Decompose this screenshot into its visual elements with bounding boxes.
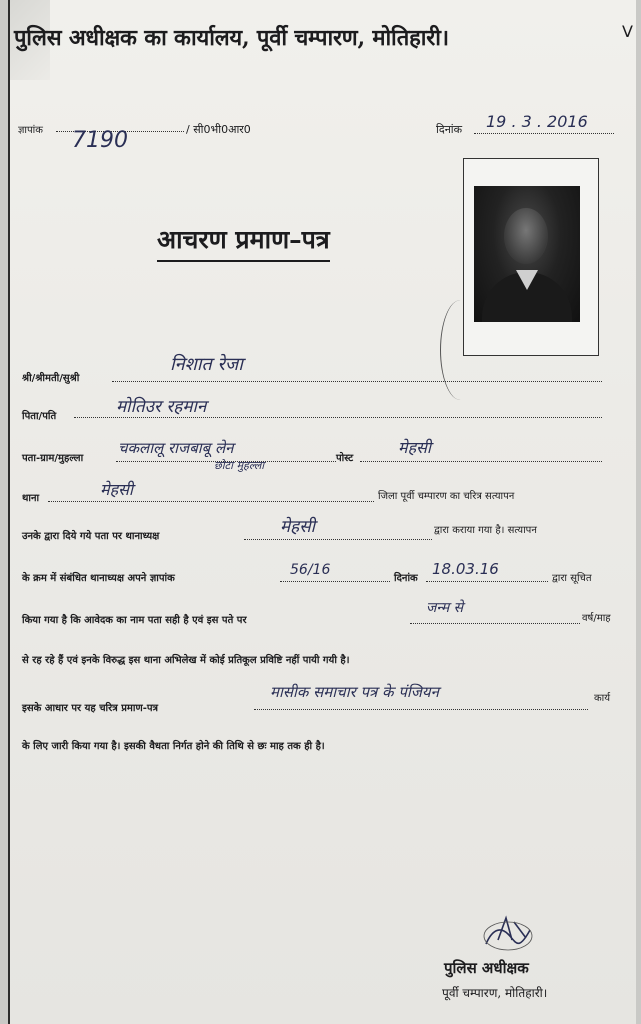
body-line5: से रह रहे हैं एवं इनके विरुद्ध इस थाना अभिलेख में कोई प्रतिकूल प्रविष्टि नहीं पायी गयी है। bbox=[22, 655, 350, 666]
father-value: मोतिउर रहमान bbox=[116, 397, 207, 417]
date-label: दिनांक bbox=[436, 123, 463, 136]
line2-dots bbox=[244, 538, 432, 540]
signature-scribble bbox=[478, 900, 538, 960]
memo-number: 7190 bbox=[72, 128, 128, 153]
memo-label: ज्ञापांक bbox=[18, 125, 43, 136]
body-line3-date: 18.03.16 bbox=[432, 560, 499, 578]
post-value: मेहसी bbox=[398, 438, 432, 457]
body-line7: के लिए जारी किया गया है। इसकी वैधता निर्गत होने की तिथि से छः माह तक ही है। bbox=[22, 741, 325, 752]
body-line4-hand: जन्म से bbox=[426, 600, 464, 616]
body-line1-tail: जिला पूर्वी चम्पारण का चरित्र सत्यापन bbox=[378, 491, 515, 502]
father-label: पिता/पति bbox=[22, 411, 57, 422]
body-line2-b: द्वारा कराया गया है। सत्यापन bbox=[434, 525, 537, 536]
certificate-paper bbox=[8, 0, 636, 1024]
body-line2-a: उनके द्वारा दिये गये पता पर थानाध्यक्ष bbox=[22, 531, 160, 542]
stamp-arc bbox=[440, 300, 481, 400]
body-line6-a: इसके आधार पर यह चरित्र प्रमाण-पत्र bbox=[22, 703, 159, 714]
address-sub: छोटा मुहल्ला bbox=[214, 459, 265, 472]
body-line6-hand: मासीक समाचार पत्र के पंजियन bbox=[270, 683, 439, 701]
body-line3-b: द्वारा सूचित bbox=[552, 573, 592, 584]
body-line3-date-label: दिनांक bbox=[394, 573, 418, 584]
body-line4-a: किया गया है कि आवेदक का नाम पता सही है एवं इस पते पर bbox=[22, 615, 247, 626]
line3-date-dots bbox=[426, 580, 548, 582]
line4-dots bbox=[410, 622, 580, 624]
body-line4-b: वर्ष/माह bbox=[582, 613, 611, 624]
memo-suffix: / सी0भी0आर0 bbox=[186, 123, 251, 136]
address-label: पता-ग्राम/मुहल्ला bbox=[22, 453, 84, 464]
body-line6-b: कार्य bbox=[594, 693, 611, 704]
address-value: चकलालू राजबाबू लेन bbox=[118, 439, 234, 457]
body-line3-hand: 56/16 bbox=[290, 562, 331, 578]
applicant-photo bbox=[474, 186, 580, 322]
name-label: श्री/श्रीमती/सुश्री bbox=[22, 373, 80, 384]
post-dots bbox=[360, 460, 602, 462]
office-header: पुलिस अधीक्षक का कार्यालय, पूर्वी चम्पारण, मोतिहारी। bbox=[14, 25, 449, 51]
signature-place: पूर्वी चम्पारण, मोतिहारी। bbox=[442, 986, 548, 1000]
line6-dots bbox=[254, 708, 588, 710]
thana-value: मेहसी bbox=[100, 480, 134, 499]
corner-mark: V bbox=[622, 22, 633, 41]
thana-dots bbox=[48, 500, 374, 502]
post-label: पोस्ट bbox=[336, 453, 354, 464]
body-line3-a: के क्रम में संबंधित थानाध्यक्ष अपने ज्ञापांक bbox=[22, 573, 175, 584]
name-dots bbox=[112, 380, 602, 382]
thana-label: थाना bbox=[22, 493, 40, 504]
signature-title: पुलिस अधीक्षक bbox=[444, 959, 529, 977]
date-dots bbox=[474, 132, 614, 134]
line3-dots bbox=[280, 580, 390, 582]
certificate-title: आचरण प्रमाण–पत्र bbox=[157, 222, 330, 262]
date-value: 19 . 3 . 2016 bbox=[486, 112, 588, 131]
name-value: निशात रेजा bbox=[170, 354, 243, 375]
body-line2-hand: मेहसी bbox=[280, 517, 316, 537]
